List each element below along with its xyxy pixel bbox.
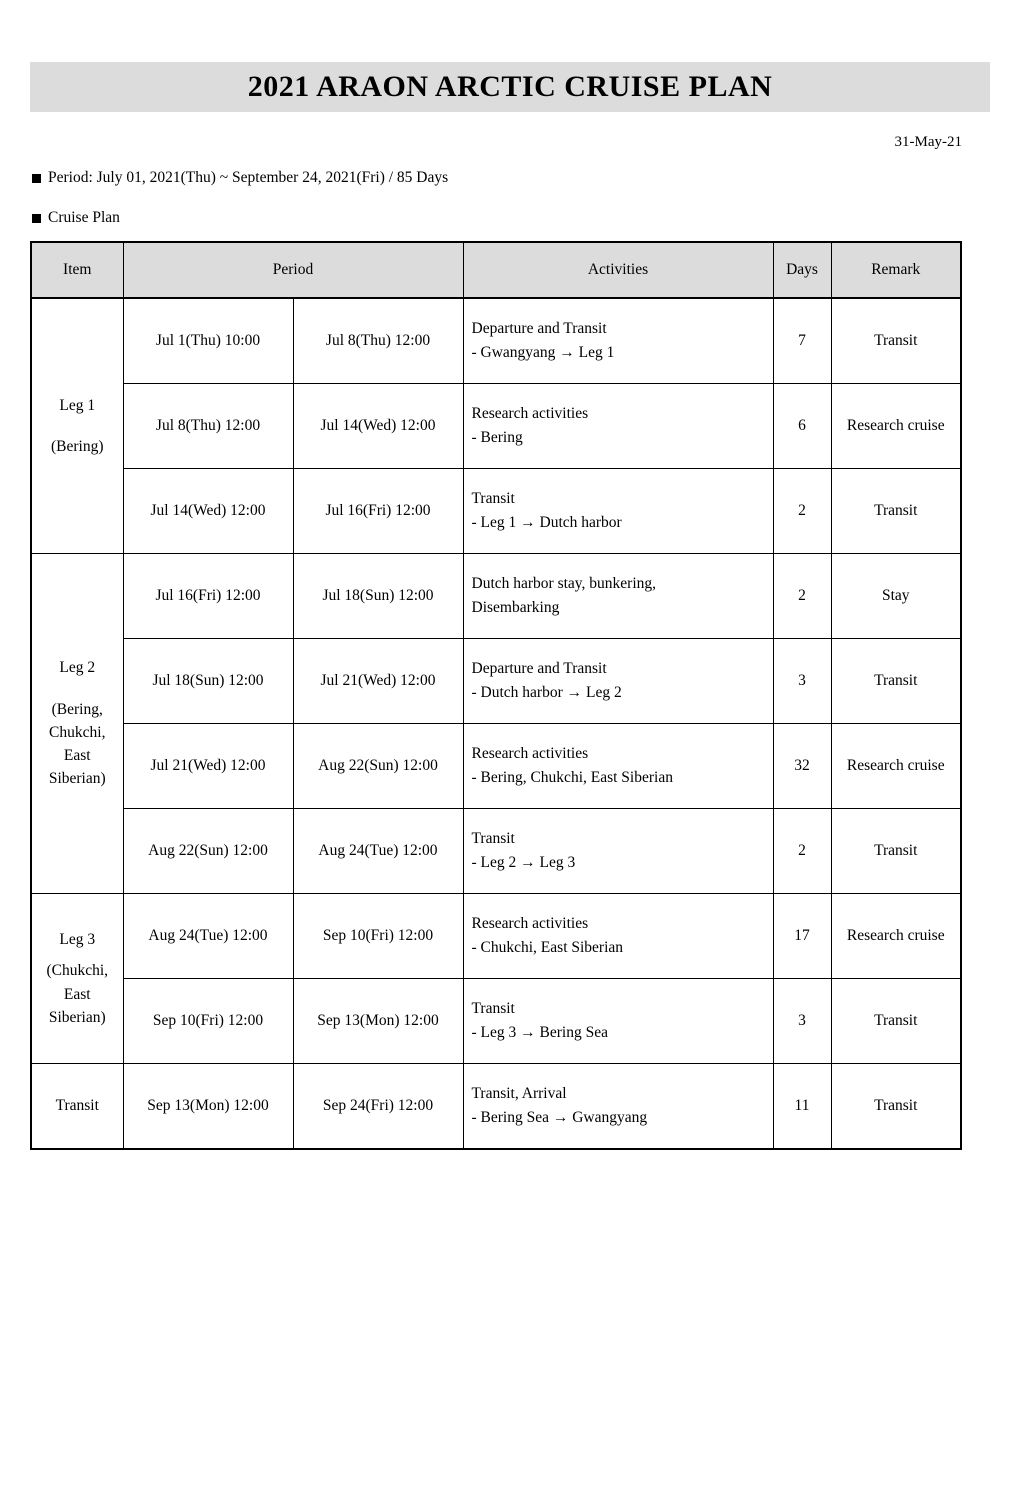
activity-line-2: - Bering Sea → Gwangyang	[471, 1109, 648, 1126]
remark-cell: Research cruise	[831, 894, 961, 979]
item-label: Leg 3	[59, 931, 96, 948]
period-end: Jul 14(Wed) 12:00	[293, 384, 463, 469]
period-start: Aug 24(Tue) 12:00	[123, 894, 293, 979]
period-end: Sep 24(Fri) 12:00	[293, 1064, 463, 1150]
activity-cell	[463, 809, 773, 894]
activity-line-1: Transit	[471, 999, 515, 1017]
table-row	[31, 894, 961, 979]
remark-cell: Transit	[831, 809, 961, 894]
period-start: Sep 10(Fri) 12:00	[123, 979, 293, 1064]
period-text: Period: July 01, 2021(Thu) ~ September 24, 2021(Fri) / 85 Days	[48, 169, 449, 186]
item-label: Transit	[55, 1097, 99, 1115]
period-start: Aug 22(Sun) 12:00	[123, 809, 293, 894]
period-start: Jul 14(Wed) 12:00	[123, 469, 293, 554]
activity-cell	[463, 979, 773, 1064]
table-row	[31, 724, 961, 809]
item-cell-transit	[31, 1064, 123, 1150]
days-cell: 32	[773, 724, 831, 809]
period-line	[32, 169, 1020, 187]
activity-line-2: - Leg 3 → Bering Sea	[471, 1024, 608, 1041]
period-start: Jul 8(Thu) 12:00	[123, 384, 293, 469]
days-cell: 7	[773, 298, 831, 384]
activity-line-2: - Gwangyang → Leg 1	[471, 344, 615, 361]
period-end: Aug 24(Tue) 12:00	[293, 809, 463, 894]
remark-cell: Transit	[831, 639, 961, 724]
document-title-bar	[30, 62, 990, 112]
table-row	[31, 298, 961, 384]
activity-line-1: Research activities	[471, 914, 589, 932]
period-start: Jul 18(Sun) 12:00	[123, 639, 293, 724]
remark-cell: Transit	[831, 979, 961, 1064]
page-title: 2021 ARAON ARCTIC CRUISE PLAN	[247, 70, 773, 103]
table-row	[31, 554, 961, 639]
activity-line-2: Disembarking	[471, 599, 560, 616]
activity-cell	[463, 554, 773, 639]
activity-cell	[463, 298, 773, 384]
cruise-plan-table	[30, 241, 962, 1150]
item-sublabel: (Chukchi, East Siberian)	[46, 962, 109, 1026]
square-bullet-icon	[32, 214, 41, 223]
period-start: Jul 21(Wed) 12:00	[123, 724, 293, 809]
activity-line-2: - Chukchi, East Siberian	[471, 939, 624, 956]
activity-line-1: Research activities	[471, 744, 589, 762]
activity-cell	[463, 639, 773, 724]
activity-cell	[463, 384, 773, 469]
cruise-plan-text: Cruise Plan	[48, 209, 120, 226]
activity-line-2: - Leg 1 → Dutch harbor	[471, 514, 622, 531]
days-cell: 2	[773, 469, 831, 554]
table-body	[31, 298, 961, 1149]
item-label: Leg 2	[59, 659, 96, 677]
days-cell: 6	[773, 384, 831, 469]
activity-line-2: - Leg 2 → Leg 3	[471, 854, 576, 871]
activity-line-1: Transit, Arrival	[471, 1084, 567, 1102]
item-sublabel: (Bering, Chukchi, East Siberian)	[48, 700, 106, 788]
activity-line-1: Dutch harbor stay, bunkering,	[471, 574, 657, 592]
period-start: Jul 16(Fri) 12:00	[123, 554, 293, 639]
table-row	[31, 469, 961, 554]
days-cell: 3	[773, 639, 831, 724]
item-sublabel: (Bering)	[50, 438, 104, 455]
activity-cell	[463, 469, 773, 554]
period-end: Jul 18(Sun) 12:00	[293, 554, 463, 639]
column-header-activities: Activities	[463, 242, 773, 298]
activity-line-2: - Dutch harbor → Leg 2	[471, 684, 622, 701]
activity-cell	[463, 1064, 773, 1150]
period-end: Sep 13(Mon) 12:00	[293, 979, 463, 1064]
square-bullet-icon	[32, 174, 41, 183]
days-cell: 3	[773, 979, 831, 1064]
item-label: Leg 1	[59, 396, 96, 414]
remark-cell: Transit	[831, 1064, 961, 1150]
remark-cell: Research cruise	[831, 724, 961, 809]
column-header-item: Item	[31, 242, 123, 298]
column-header-remark: Remark	[831, 242, 961, 298]
period-end: Sep 10(Fri) 12:00	[293, 894, 463, 979]
table-row	[31, 639, 961, 724]
period-end: Jul 21(Wed) 12:00	[293, 639, 463, 724]
activity-line-2: - Bering	[471, 429, 523, 446]
activity-cell	[463, 894, 773, 979]
activity-line-1: Departure and Transit	[471, 659, 607, 677]
remark-cell: Research cruise	[831, 384, 961, 469]
column-header-days: Days	[773, 242, 831, 298]
cruise-plan-label	[32, 209, 1020, 227]
days-cell: 17	[773, 894, 831, 979]
activity-line-1: Departure and Transit	[471, 319, 607, 337]
item-cell-leg3	[31, 894, 123, 1064]
activity-line-2: - Bering, Chukchi, East Siberian	[471, 769, 673, 786]
activity-cell	[463, 724, 773, 809]
table-row	[31, 809, 961, 894]
table-row	[31, 384, 961, 469]
activity-line-1: Transit	[471, 829, 515, 847]
period-end: Aug 22(Sun) 12:00	[293, 724, 463, 809]
item-cell-leg1	[31, 298, 123, 554]
period-end: Jul 16(Fri) 12:00	[293, 469, 463, 554]
column-header-period: Period	[123, 242, 463, 298]
item-cell-leg2	[31, 554, 123, 894]
remark-cell: Transit	[831, 298, 961, 384]
table-row	[31, 979, 961, 1064]
remark-cell: Stay	[831, 554, 961, 639]
document-date: 31-May-21	[894, 134, 962, 150]
period-end: Jul 8(Thu) 12:00	[293, 298, 463, 384]
period-start: Jul 1(Thu) 10:00	[123, 298, 293, 384]
remark-cell: Transit	[831, 469, 961, 554]
document-page	[0, 62, 1020, 1504]
period-start: Sep 13(Mon) 12:00	[123, 1064, 293, 1150]
table-header-row	[31, 242, 961, 298]
activity-line-1: Research activities	[471, 404, 589, 422]
days-cell: 2	[773, 554, 831, 639]
days-cell: 11	[773, 1064, 831, 1150]
table-row	[31, 1064, 961, 1150]
days-cell: 2	[773, 809, 831, 894]
activity-line-1: Transit	[471, 489, 515, 507]
